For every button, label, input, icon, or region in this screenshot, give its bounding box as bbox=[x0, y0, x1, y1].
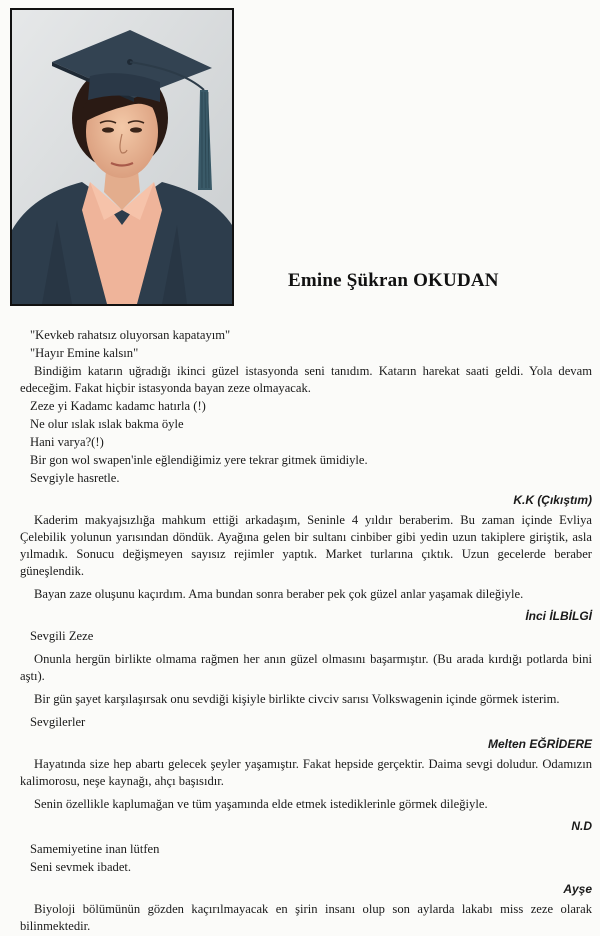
message-line: Bindiğim katarın uğradığı ikinci güzel istasyonda seni tanıdım. Katarın harekat saati geldi. Yola devam edeceğim. Fakat hiçbir istasyonda bayan zeze olmayacak. bbox=[20, 364, 592, 395]
message-line: Zeze yi Kadamc kadamc hatırla (!) bbox=[30, 399, 206, 413]
message-line: Seni sevmek ibadet. bbox=[30, 860, 132, 874]
message-line: Senin özellikle kaplumağan ve tüm yaşamında elde etmek istediklerinle görmek dileğiyle. bbox=[34, 797, 488, 811]
graduation-portrait-icon bbox=[12, 10, 232, 304]
message-line: Samemiyetine inan lütfen bbox=[30, 842, 160, 856]
message-5 bbox=[20, 841, 592, 898]
signature: İnci İLBİLGİ bbox=[525, 609, 592, 623]
message-line: Bayan zaze oluşunu kaçırdım. Ama bundan sonra beraber pek çok güzel anlar yaşamak dileğiyle. bbox=[34, 587, 524, 601]
person-name: Emine Şükran OKUDAN bbox=[288, 270, 499, 291]
message-line: Onunla hergün birlikte olmama rağmen her anın güzel olmasını başarmıştır. (Bu arada kırdığı potlarda bini aştı). bbox=[20, 652, 592, 683]
message-line: Bir gün şayet karşılaşırsak onu sevdiği kişiyle birlikte civciv sarısı Volkswagenin içinde görmek isterim. bbox=[34, 692, 560, 706]
message-line: Ne olur ıslak ıslak bakma öyle bbox=[30, 417, 184, 431]
message-line: Sevgili Zeze bbox=[30, 629, 94, 643]
message-3 bbox=[20, 628, 592, 753]
signature: K.K (Çıkıştım) bbox=[513, 493, 592, 507]
message-6 bbox=[20, 901, 592, 935]
message-4 bbox=[20, 756, 592, 835]
message-line: "Kevkeb rahatsız oluyorsan kapatayım" bbox=[30, 328, 231, 342]
message-line: Sevgilerler bbox=[30, 715, 86, 729]
message-line: Kaderim makyajsızlığa mahkum ettiği arkadaşım, Seninle 4 yıldır beraberim. Bu zaman içinde Evliya Çelebilik yolunun yarısından döndük. Ayağına gelen bir sultanı cinbiber gibi yedin uzun takiplere giriştik, asla yılmadık. Sonucu değişmeyen sayısız rejimler yaptık. Market turlarına çıktık. Uzun gecelerde beraber güneşlendik. bbox=[20, 513, 592, 578]
message-line: Bir gon wol swapen'inle eğlendiğimiz yere tekrar gitmek ümidiyle. bbox=[30, 453, 368, 467]
message-line: Hani varya?(!) bbox=[30, 435, 104, 449]
signature: Melten EĞRİDERE bbox=[487, 737, 592, 751]
message-line: Hayatında size hep abartı gelecek şeyler yaşamıştır. Fakat hepside gerçektir. Daima sevgi doludur. Odamızın kalimorosu, neşe kaynağı, ahçı başısıdır. bbox=[20, 757, 592, 788]
message-line: Sevgiyle hasretle. bbox=[30, 471, 120, 485]
message-line: "Hayır Emine kalsın" bbox=[30, 346, 139, 360]
message-line: Biyoloji bölümünün gözden kaçırılmayacak en şirin insanı olup son aylarda lakabı miss zeze olarak bilinmektedir. bbox=[20, 902, 592, 933]
messages-section bbox=[20, 327, 592, 936]
message-1 bbox=[20, 327, 592, 509]
message-2 bbox=[20, 512, 592, 625]
signature: N.D bbox=[571, 819, 592, 833]
graduation-portrait-photo bbox=[10, 8, 234, 306]
signature: Ayşe bbox=[563, 882, 592, 896]
